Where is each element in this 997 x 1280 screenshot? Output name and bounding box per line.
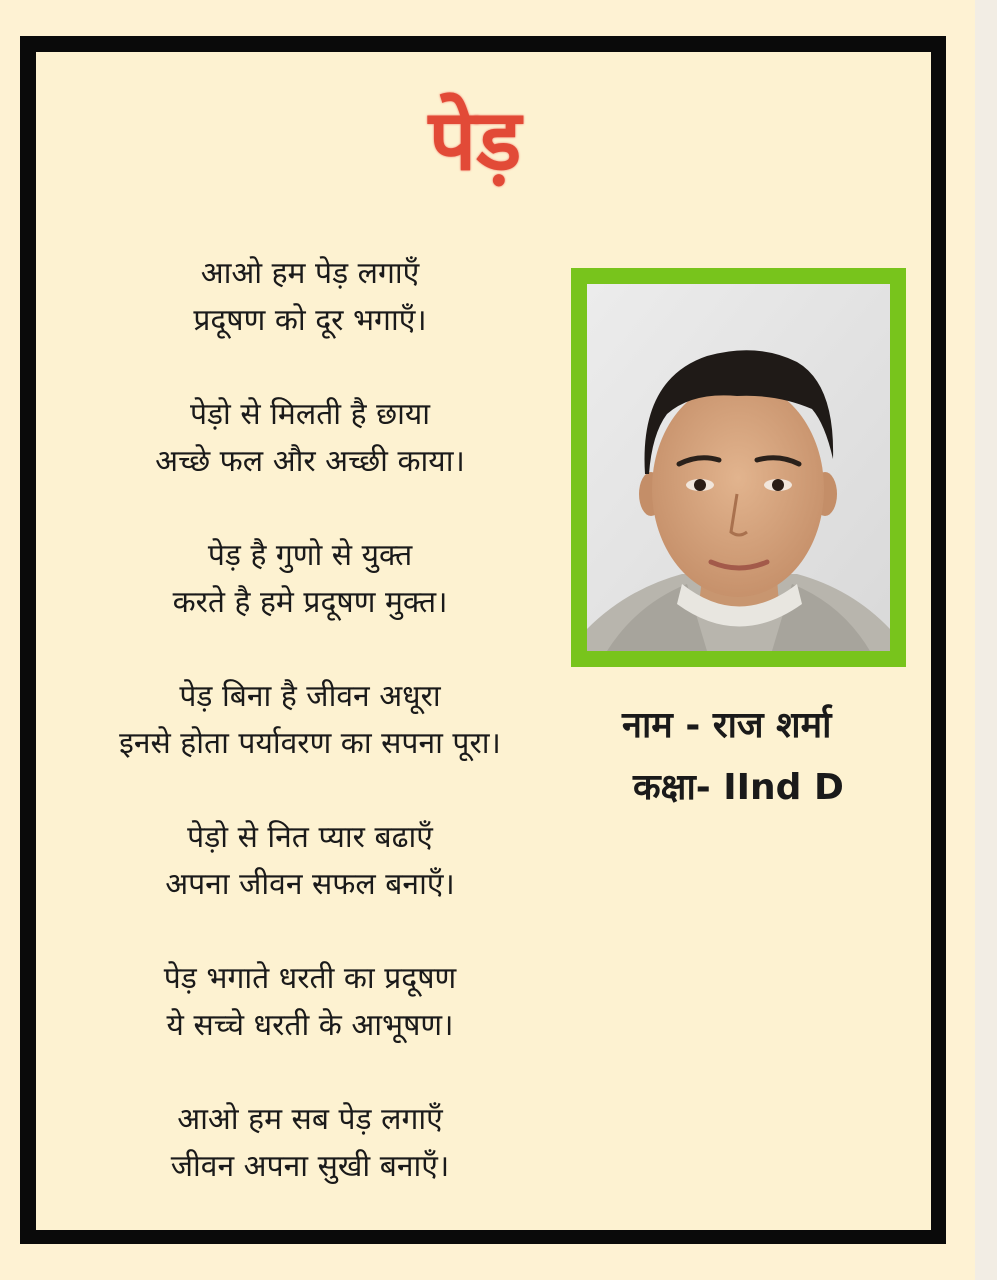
poem-line: पेड़ बिना है जीवन अधूरा	[179, 679, 441, 714]
boy-portrait-image	[587, 284, 890, 651]
poem-line: पेड़ है गुणो से युक्त	[207, 538, 413, 573]
poem-line: पेड़ो से मिलती है छाया	[189, 397, 431, 432]
poem-line: अच्छे फल और अच्छी काया।	[155, 444, 465, 479]
student-class: कक्षा- IInd D	[633, 767, 844, 808]
poem-body	[60, 250, 560, 1190]
student-photo	[571, 268, 906, 667]
stanza	[60, 532, 560, 626]
poem-line: जीवन अपना सुखी बनाएँ।	[170, 1149, 450, 1184]
poem-line: इनसे होता पर्यावरण का सपना पूरा।	[119, 726, 501, 761]
student-caption	[600, 695, 900, 819]
poem-line: प्रदूषण को दूर भगाएँ।	[193, 303, 427, 338]
stanza	[60, 955, 560, 1049]
poem-title: पेड़	[428, 91, 522, 189]
stanza	[60, 250, 560, 344]
poem-line: अपना जीवन सफल बनाएँ।	[165, 867, 455, 902]
stanza	[60, 814, 560, 908]
stanza	[60, 391, 560, 485]
poem-line: ये सच्चे धरती के आभूषण।	[166, 1008, 454, 1043]
poem-line: करते है हमे प्रदूषण मुक्त।	[172, 585, 448, 620]
poem-line: आओ हम पेड़ लगाएँ	[200, 256, 420, 291]
stanza	[60, 1096, 560, 1190]
poem-line: पेड़ो से नित प्यार बढाएँ	[187, 820, 433, 855]
poem-line: पेड़ भगाते धरती का प्रदूषण	[163, 961, 457, 996]
stanza	[60, 673, 560, 767]
student-name: नाम - राज शर्मा	[622, 705, 832, 746]
poem-line: आओ हम सब पेड़ लगाएँ	[177, 1102, 443, 1137]
